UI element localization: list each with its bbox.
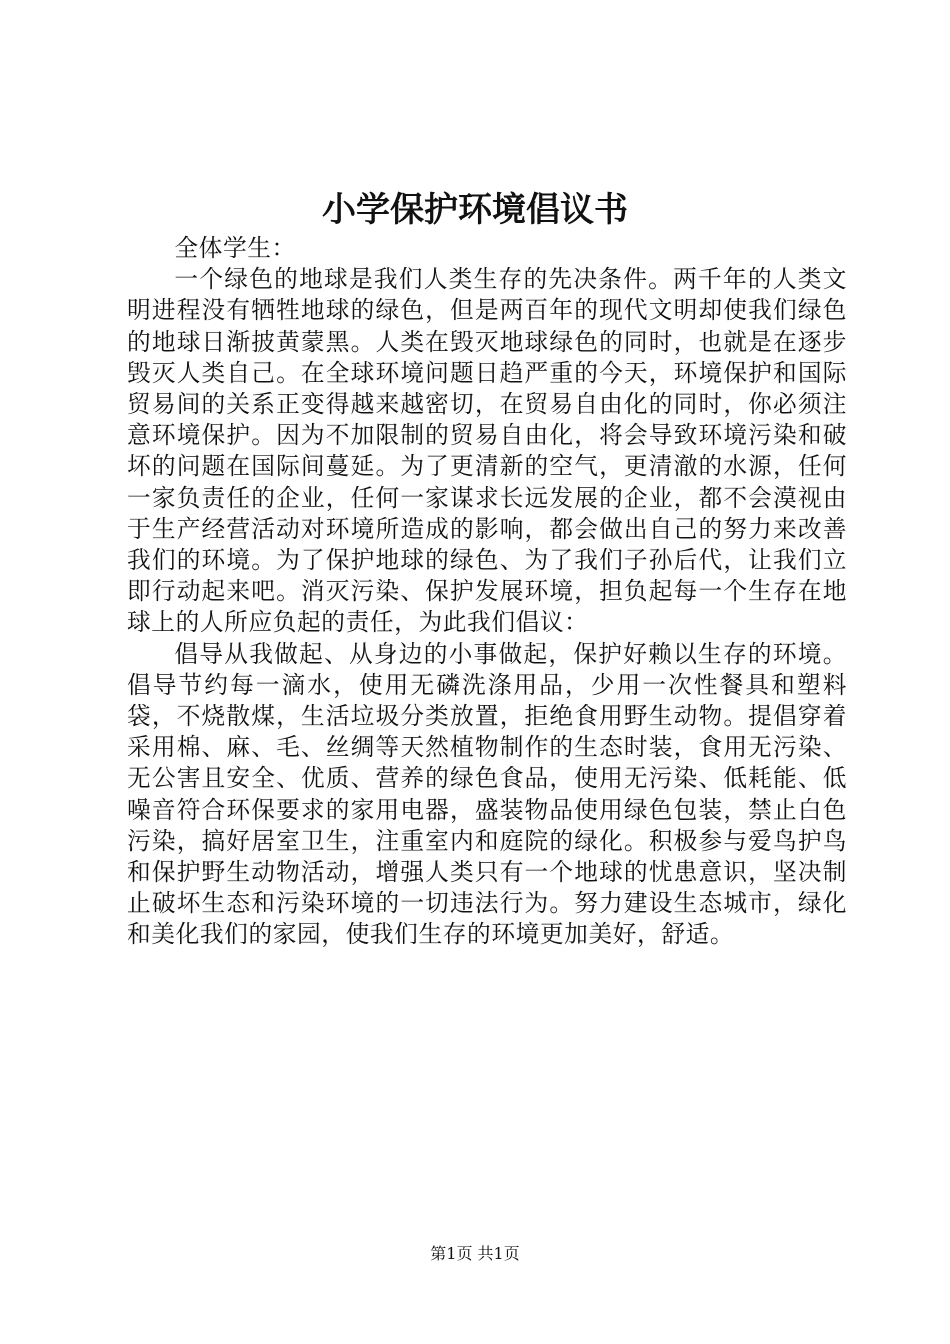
paragraph-intro: 一个绿色的地球是我们人类生存的先决条件。两千年的人类文明进程没有牺牲地球的绿色，但是两百年的现代文明却使我们绿色的地球日渐披黄蒙黑。人类在毁灭地球绿色的同时，也就是在逐步毁灭人类自己。在全球环境问题日趋严重的今天，环境保护和国际贸易间的关系正变得越来越密切，在贸易自由化的同时，你必须注意环境保护。因为不加限制的贸易自由化，将会导致环境污染和破坏的问题在国际间蔓延。为了更清新的空气，更清澈的水源，任何一家负责任的企业，任何一家谋求长远发展的企业，都不会漠视由于生产经营活动对环境所造成的影响，都会做出自己的努力来改善我们的环境。为了保护地球的绿色、为了我们子孙后代，让我们立即行动起来吧。消灭污染、保护发展环境，担负起每一个生存在地球上的人所应负起的责任，为此我们倡议： xyxy=(127,265,847,637)
paragraph-proposal: 倡导从我做起、从身边的小事做起，保护好赖以生存的环境。倡导节约每一滴水，使用无磷洗涤用品，少用一次性餐具和塑料袋，不烧散煤，生活垃圾分类放置，拒绝食用野生动物。提倡穿着采用棉、麻、毛、丝绸等天然植物制作的生态时装，食用无污染、无公害且安全、优质、营养的绿色食品，使用无污染、低耗能、低噪音符合环保要求的家用电器，盛装物品使用绿色包装，禁止白色污染，搞好居室卫生，注重室内和庭院的绿化。积极参与爱鸟护鸟和保护野生动物活动，增强人类只有一个地球的忧患意识，坚决制止破坏生态和污染环境的一切违法行为。努力建设生态城市，绿化和美化我们的家园，使我们生存的环境更加美好，舒适。 xyxy=(127,639,847,949)
document-body xyxy=(127,233,847,951)
salutation: 全体学生： xyxy=(174,234,296,262)
page-footer: 第1页 共1页 xyxy=(430,1244,520,1263)
document-title: 小学保护环境倡议书 xyxy=(322,190,628,230)
